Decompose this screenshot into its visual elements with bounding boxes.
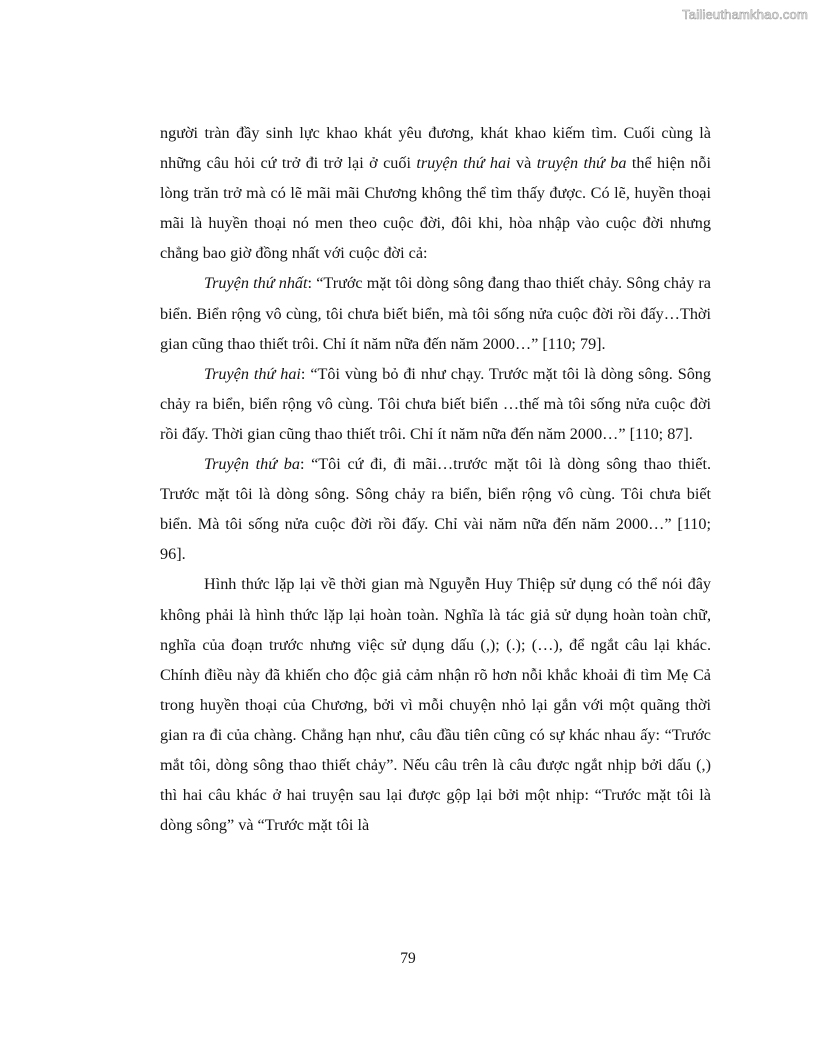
analysis-paragraph — [160, 569, 711, 840]
paragraph-continuation — [160, 118, 711, 268]
quote-text: : “Tôi cứ đi, đi mãi…trước mặt tôi là dòng sông thao thiết. Trước mặt tôi là dòng sông. Sông chảy ra biển, biển rộng vô cùng. Tôi chưa biết biển. Mà tôi sống nửa cuộc đời rồi đấy. Chỉ vài năm nữa đến năm 2000…” [110; 96]. — [160, 455, 711, 564]
quote-label: Truyện thứ ba — [204, 455, 300, 474]
italic-term-story-three: truyện thứ ba — [536, 154, 627, 173]
page-number: 79 — [400, 950, 416, 967]
quote-story-three — [160, 449, 711, 569]
quote-label: Truyện thứ hai — [204, 364, 301, 383]
italic-term-story-two: truyện thứ hai — [416, 154, 511, 173]
quote-text: : “Tôi vùng bỏ đi như chạy. Trước mặt tôi là dòng sông. Sông chảy ra biển, biển rộng vô cùng. Tôi chưa biết biển …thế mà tôi sống nửa cuộc đời rồi đấy. Thời gian cũng thao thiết trôi. Chỉ ít năm nữa đến năm 2000…” [110; 87]. — [160, 364, 711, 443]
watermark: Tailieuthamkhao.com — [682, 7, 808, 22]
conjunction-text: và — [510, 154, 537, 173]
quote-story-two — [160, 359, 711, 449]
paragraph-intro-text: người tràn đầy sinh lực khao khát yêu đương, khát khao kiếm tìm. Cuối cùng là những câu hỏi cứ trở đi trở lại ở cuối — [160, 124, 711, 173]
page-body — [160, 118, 711, 840]
quote-text: : “Trước mặt tôi dòng sông đang thao thiết chảy. Sông chảy ra biển. Biển rộng vô cùng, tôi chưa biết biển, mà tôi sống nửa cuộc đời rồi đấy…Thời gian cũng thao thiết trôi. Chỉ ít năm nữa đến năm 2000…” [110; 79]. — [160, 274, 711, 353]
quote-label: Truyện thứ nhất — [204, 274, 308, 293]
quote-story-one — [160, 268, 711, 358]
paragraph-rest-text: thể hiện nỗi lòng trăn trở mà có lẽ mãi mãi Chương không thể tìm thấy được. Có lẽ, huyền thoại mãi là huyền thoại nó men theo cuộc đời, đôi khi, hòa nhập vào cuộc đời nhưng chẳng bao giờ đồng nhất với cuộc đời cả: — [160, 154, 711, 263]
analysis-text: Hình thức lặp lại về thời gian mà Nguyễn Huy Thiệp sử dụng có thể nói đây không phải là hình thức lặp lại hoàn toàn. Nghĩa là tác giả sử dụng hoàn toàn chữ, nghĩa của đoạn trước nhưng việc sử dụng dấu (,); (.); (…), để ngắt câu lại khác. Chính điều này đã khiến cho độc giả cảm nhận rõ hơn nỗi khắc khoải đi tìm Mẹ Cả trong huyền thoại của Chương, bởi vì mỗi chuyện nhỏ lại gắn với một quãng thời gian ra đi của chàng. Chẳng hạn như, câu đầu tiên cũng có sự khác nhau ấy: “Trước mắt tôi, dòng sông thao thiết chảy”. Nếu câu trên là câu được ngắt nhịp bởi dấu (,) thì hai câu khác ở hai truyện sau lại được gộp lại bởi một nhịp: “Trước mặt tôi là dòng sông” và “Trước mặt tôi là — [160, 575, 711, 835]
